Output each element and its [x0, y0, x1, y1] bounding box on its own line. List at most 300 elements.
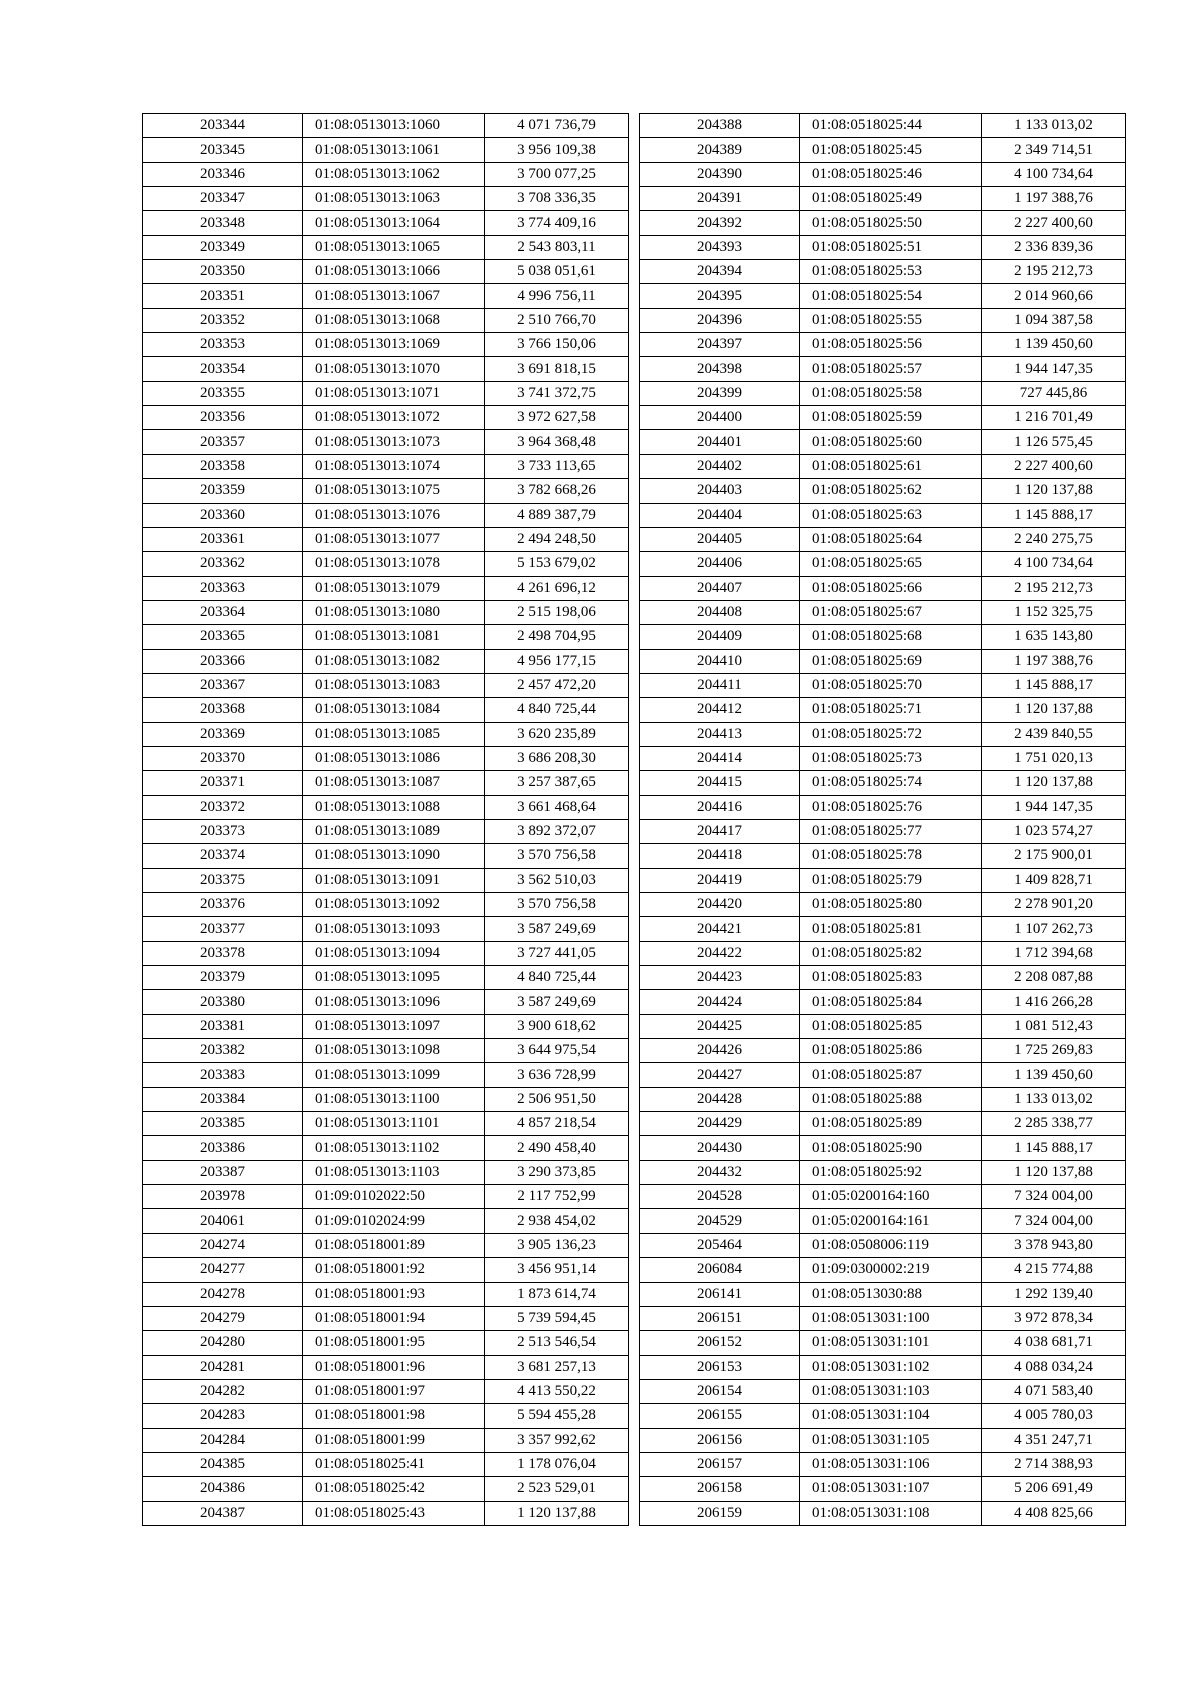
value-cell: 2 498 704,95: [485, 625, 629, 649]
table-row: [640, 1233, 1126, 1257]
cadastral-number-cell: 01:08:0518025:84: [800, 990, 982, 1014]
cadastral-number-cell: 01:08:0518001:98: [303, 1404, 485, 1428]
cadastral-number-cell: 01:08:0518025:54: [800, 284, 982, 308]
row-number-cell: 203363: [143, 576, 303, 600]
right-table-body: [640, 114, 1126, 1526]
cadastral-number-cell: 01:08:0513013:1096: [303, 990, 485, 1014]
value-cell: 4 351 247,71: [982, 1428, 1126, 1452]
row-number-cell: 203384: [143, 1087, 303, 1111]
cadastral-number-cell: 01:08:0513013:1084: [303, 698, 485, 722]
table-row: [640, 1258, 1126, 1282]
value-cell: 4 996 756,11: [485, 284, 629, 308]
value-cell: 1 023 574,27: [982, 819, 1126, 843]
cadastral-number-cell: 01:08:0518025:58: [800, 381, 982, 405]
cadastral-number-cell: 01:08:0518025:71: [800, 698, 982, 722]
value-cell: 3 774 409,16: [485, 211, 629, 235]
value-cell: 1 944 147,35: [982, 795, 1126, 819]
cadastral-number-cell: 01:05:0200164:161: [800, 1209, 982, 1233]
cadastral-number-cell: 01:09:0102022:50: [303, 1185, 485, 1209]
table-row: [143, 1282, 629, 1306]
left-table-body: [143, 114, 629, 1526]
row-number-cell: 203349: [143, 235, 303, 259]
cadastral-number-cell: 01:08:0513013:1088: [303, 795, 485, 819]
cadastral-number-cell: 01:08:0513031:107: [800, 1477, 982, 1501]
table-row: [143, 1209, 629, 1233]
table-row: [143, 917, 629, 941]
table-row: [143, 1355, 629, 1379]
row-number-cell: 203350: [143, 260, 303, 284]
cadastral-number-cell: 01:08:0513013:1098: [303, 1039, 485, 1063]
value-cell: 2 195 212,73: [982, 260, 1126, 284]
row-number-cell: 206158: [640, 1477, 800, 1501]
value-cell: 3 972 627,58: [485, 406, 629, 430]
row-number-cell: 204278: [143, 1282, 303, 1306]
value-cell: 2 208 087,88: [982, 966, 1126, 990]
table-row: [640, 187, 1126, 211]
table-row: [143, 235, 629, 259]
row-number-cell: 203376: [143, 893, 303, 917]
table-row: [640, 1039, 1126, 1063]
cadastral-number-cell: 01:08:0518025:50: [800, 211, 982, 235]
row-number-cell: 204403: [640, 479, 800, 503]
row-number-cell: 204401: [640, 430, 800, 454]
table-row: [640, 308, 1126, 332]
table-row: [143, 284, 629, 308]
cadastral-number-cell: 01:08:0513013:1103: [303, 1160, 485, 1184]
value-cell: 4 005 780,03: [982, 1404, 1126, 1428]
row-number-cell: 204399: [640, 381, 800, 405]
value-cell: 3 636 728,99: [485, 1063, 629, 1087]
cadastral-number-cell: 01:08:0513013:1092: [303, 893, 485, 917]
value-cell: 4 840 725,44: [485, 698, 629, 722]
row-number-cell: 204418: [640, 844, 800, 868]
table-row: [640, 1452, 1126, 1476]
cadastral-number-cell: 01:08:0518025:62: [800, 479, 982, 503]
row-number-cell: 203354: [143, 357, 303, 381]
value-cell: 3 681 257,13: [485, 1355, 629, 1379]
table-row: [640, 1160, 1126, 1184]
value-cell: 1 145 888,17: [982, 1136, 1126, 1160]
table-row: [640, 357, 1126, 381]
cadastral-number-cell: 01:08:0513013:1072: [303, 406, 485, 430]
value-cell: 4 857 218,54: [485, 1112, 629, 1136]
table-row: [640, 333, 1126, 357]
cadastral-number-cell: 01:08:0513013:1062: [303, 162, 485, 186]
cadastral-number-cell: 01:08:0513013:1073: [303, 430, 485, 454]
value-cell: 4 840 725,44: [485, 966, 629, 990]
table-row: [640, 1282, 1126, 1306]
row-number-cell: 203377: [143, 917, 303, 941]
table-row: [143, 1379, 629, 1403]
table-row: [143, 333, 629, 357]
row-number-cell: 204408: [640, 600, 800, 624]
table-row: [143, 649, 629, 673]
row-number-cell: 203367: [143, 673, 303, 697]
table-row: [143, 1306, 629, 1330]
table-row: [640, 576, 1126, 600]
row-number-cell: 204405: [640, 527, 800, 551]
row-number-cell: 204387: [143, 1501, 303, 1525]
table-row: [143, 1087, 629, 1111]
value-cell: 1 145 888,17: [982, 673, 1126, 697]
value-cell: 1 292 139,40: [982, 1282, 1126, 1306]
value-cell: 4 100 734,64: [982, 162, 1126, 186]
row-number-cell: 204412: [640, 698, 800, 722]
row-number-cell: 203344: [143, 114, 303, 138]
table-row: [143, 260, 629, 284]
cadastral-number-cell: 01:08:0518025:86: [800, 1039, 982, 1063]
value-cell: 3 900 618,62: [485, 1014, 629, 1038]
cadastral-number-cell: 01:08:0513013:1089: [303, 819, 485, 843]
cadastral-number-cell: 01:08:0513013:1063: [303, 187, 485, 211]
value-cell: 3 782 668,26: [485, 479, 629, 503]
table-row: [640, 211, 1126, 235]
table-row: [143, 138, 629, 162]
cadastral-number-cell: 01:08:0513013:1066: [303, 260, 485, 284]
table-row: [143, 1404, 629, 1428]
table-row: [640, 284, 1126, 308]
cadastral-number-cell: 01:08:0513031:104: [800, 1404, 982, 1428]
row-number-cell: 204391: [640, 187, 800, 211]
cadastral-number-cell: 01:08:0518025:90: [800, 1136, 982, 1160]
cadastral-number-cell: 01:08:0513031:105: [800, 1428, 982, 1452]
row-number-cell: 204411: [640, 673, 800, 697]
cadastral-number-cell: 01:08:0513013:1082: [303, 649, 485, 673]
row-number-cell: 206159: [640, 1501, 800, 1525]
register-tables: [142, 113, 1125, 1580]
row-number-cell: 206157: [640, 1452, 800, 1476]
table-row: [143, 966, 629, 990]
value-cell: 4 956 177,15: [485, 649, 629, 673]
value-cell: 3 972 878,34: [982, 1306, 1126, 1330]
cadastral-number-cell: 01:08:0518025:60: [800, 430, 982, 454]
row-number-cell: 203361: [143, 527, 303, 551]
value-cell: 1 081 512,43: [982, 1014, 1126, 1038]
cadastral-number-cell: 01:08:0513013:1078: [303, 552, 485, 576]
value-cell: 2 515 198,06: [485, 600, 629, 624]
row-number-cell: 204398: [640, 357, 800, 381]
table-row: [640, 1477, 1126, 1501]
cadastral-number-cell: 01:08:0518001:94: [303, 1306, 485, 1330]
value-cell: 1 635 143,80: [982, 625, 1126, 649]
cadastral-number-cell: 01:08:0518025:56: [800, 333, 982, 357]
value-cell: 1 094 387,58: [982, 308, 1126, 332]
table-row: [143, 576, 629, 600]
table-row: [143, 1160, 629, 1184]
row-number-cell: 206155: [640, 1404, 800, 1428]
row-number-cell: 203346: [143, 162, 303, 186]
value-cell: 4 100 734,64: [982, 552, 1126, 576]
table-row: [143, 430, 629, 454]
row-number-cell: 203355: [143, 381, 303, 405]
value-cell: 3 733 113,65: [485, 454, 629, 478]
cadastral-number-cell: 01:08:0518025:63: [800, 503, 982, 527]
cadastral-number-cell: 01:08:0513013:1097: [303, 1014, 485, 1038]
row-number-cell: 203348: [143, 211, 303, 235]
cadastral-number-cell: 01:08:0518025:51: [800, 235, 982, 259]
cadastral-number-cell: 01:08:0513013:1087: [303, 771, 485, 795]
row-number-cell: 204410: [640, 649, 800, 673]
value-cell: 4 408 825,66: [982, 1501, 1126, 1525]
table-row: [143, 1063, 629, 1087]
cadastral-number-cell: 01:08:0518025:64: [800, 527, 982, 551]
value-cell: 3 620 235,89: [485, 722, 629, 746]
row-number-cell: 204283: [143, 1404, 303, 1428]
cadastral-number-cell: 01:08:0513013:1099: [303, 1063, 485, 1087]
value-cell: 727 445,86: [982, 381, 1126, 405]
cadastral-number-cell: 01:08:0513013:1064: [303, 211, 485, 235]
cadastral-number-cell: 01:08:0513013:1067: [303, 284, 485, 308]
table-row: [143, 1014, 629, 1038]
row-number-cell: 204427: [640, 1063, 800, 1087]
table-row: [640, 990, 1126, 1014]
value-cell: 2 175 900,01: [982, 844, 1126, 868]
value-cell: 3 570 756,58: [485, 893, 629, 917]
table-row: [143, 795, 629, 819]
value-cell: 3 892 372,07: [485, 819, 629, 843]
row-number-cell: 204425: [640, 1014, 800, 1038]
table-row: [143, 941, 629, 965]
table-row: [640, 454, 1126, 478]
row-number-cell: 204432: [640, 1160, 800, 1184]
row-number-cell: 203362: [143, 552, 303, 576]
cadastral-number-cell: 01:08:0518025:79: [800, 868, 982, 892]
value-cell: 5 594 455,28: [485, 1404, 629, 1428]
row-number-cell: 203364: [143, 600, 303, 624]
cadastral-number-cell: 01:08:0518025:42: [303, 1477, 485, 1501]
table-row: [640, 406, 1126, 430]
value-cell: 3 741 372,75: [485, 381, 629, 405]
value-cell: 2 195 212,73: [982, 576, 1126, 600]
table-row: [640, 966, 1126, 990]
table-row: [143, 454, 629, 478]
table-row: [640, 649, 1126, 673]
table-row: [143, 187, 629, 211]
value-cell: 1 145 888,17: [982, 503, 1126, 527]
row-number-cell: 203978: [143, 1185, 303, 1209]
row-number-cell: 203371: [143, 771, 303, 795]
row-number-cell: 204414: [640, 746, 800, 770]
table-row: [143, 114, 629, 138]
row-number-cell: 206084: [640, 1258, 800, 1282]
table-row: [640, 625, 1126, 649]
table-row: [640, 235, 1126, 259]
table-row: [640, 1112, 1126, 1136]
value-cell: 1 120 137,88: [982, 1160, 1126, 1184]
cadastral-number-cell: 01:08:0513013:1093: [303, 917, 485, 941]
value-cell: 2 938 454,02: [485, 1209, 629, 1233]
row-number-cell: 203378: [143, 941, 303, 965]
table-row: [143, 503, 629, 527]
value-cell: 2 285 338,77: [982, 1112, 1126, 1136]
cadastral-number-cell: 01:08:0518025:61: [800, 454, 982, 478]
cadastral-number-cell: 01:08:0518025:43: [303, 1501, 485, 1525]
value-cell: 3 661 468,64: [485, 795, 629, 819]
table-row: [640, 381, 1126, 405]
cadastral-number-cell: 01:08:0518025:68: [800, 625, 982, 649]
row-number-cell: 204400: [640, 406, 800, 430]
table-row: [640, 893, 1126, 917]
value-cell: 1 873 614,74: [485, 1282, 629, 1306]
row-number-cell: 203360: [143, 503, 303, 527]
value-cell: 4 413 550,22: [485, 1379, 629, 1403]
cadastral-number-cell: 01:08:0518025:59: [800, 406, 982, 430]
table-row: [640, 1404, 1126, 1428]
cadastral-number-cell: 01:08:0518025:53: [800, 260, 982, 284]
row-number-cell: 204407: [640, 576, 800, 600]
value-cell: 2 014 960,66: [982, 284, 1126, 308]
table-row: [143, 722, 629, 746]
right-register-table: [639, 113, 1126, 1526]
table-row: [640, 1014, 1126, 1038]
value-cell: 2 506 951,50: [485, 1087, 629, 1111]
table-row: [640, 868, 1126, 892]
table-row: [640, 917, 1126, 941]
row-number-cell: 203374: [143, 844, 303, 868]
cadastral-number-cell: 01:08:0518001:92: [303, 1258, 485, 1282]
row-number-cell: 204430: [640, 1136, 800, 1160]
table-row: [143, 1185, 629, 1209]
cadastral-number-cell: 01:08:0513013:1081: [303, 625, 485, 649]
value-cell: 4 889 387,79: [485, 503, 629, 527]
cadastral-number-cell: 01:08:0518025:72: [800, 722, 982, 746]
cadastral-number-cell: 01:08:0513013:1095: [303, 966, 485, 990]
row-number-cell: 203345: [143, 138, 303, 162]
cadastral-number-cell: 01:08:0513031:108: [800, 1501, 982, 1525]
table-row: [143, 552, 629, 576]
table-row: [640, 1501, 1126, 1525]
row-number-cell: 203385: [143, 1112, 303, 1136]
table-row: [640, 1355, 1126, 1379]
table-row: [640, 1209, 1126, 1233]
value-cell: 4 088 034,24: [982, 1355, 1126, 1379]
table-row: [640, 1428, 1126, 1452]
cadastral-number-cell: 01:08:0513013:1083: [303, 673, 485, 697]
value-cell: 7 324 004,00: [982, 1209, 1126, 1233]
value-cell: 3 290 373,85: [485, 1160, 629, 1184]
value-cell: 5 153 679,02: [485, 552, 629, 576]
cadastral-number-cell: 01:08:0513031:102: [800, 1355, 982, 1379]
value-cell: 3 644 975,54: [485, 1039, 629, 1063]
value-cell: 2 457 472,20: [485, 673, 629, 697]
value-cell: 4 071 583,40: [982, 1379, 1126, 1403]
table-row: [143, 381, 629, 405]
value-cell: 1 178 076,04: [485, 1452, 629, 1476]
value-cell: 3 686 208,30: [485, 746, 629, 770]
cadastral-number-cell: 01:08:0518025:69: [800, 649, 982, 673]
table-row: [143, 746, 629, 770]
cadastral-number-cell: 01:08:0518001:96: [303, 1355, 485, 1379]
row-number-cell: 204274: [143, 1233, 303, 1257]
cadastral-number-cell: 01:08:0518025:89: [800, 1112, 982, 1136]
row-number-cell: 204280: [143, 1331, 303, 1355]
table-row: [640, 771, 1126, 795]
cadastral-number-cell: 01:08:0518025:82: [800, 941, 982, 965]
row-number-cell: 204282: [143, 1379, 303, 1403]
value-cell: 1 216 701,49: [982, 406, 1126, 430]
table-row: [640, 138, 1126, 162]
table-row: [640, 1379, 1126, 1403]
value-cell: 2 513 546,54: [485, 1331, 629, 1355]
cadastral-number-cell: 01:08:0513013:1102: [303, 1136, 485, 1160]
table-row: [143, 1039, 629, 1063]
row-number-cell: 204388: [640, 114, 800, 138]
cadastral-number-cell: 01:08:0518001:89: [303, 1233, 485, 1257]
value-cell: 2 240 275,75: [982, 527, 1126, 551]
table-row: [640, 746, 1126, 770]
cadastral-number-cell: 01:08:0518025:73: [800, 746, 982, 770]
left-register-table: [142, 113, 629, 1526]
value-cell: 4 038 681,71: [982, 1331, 1126, 1355]
row-number-cell: 204413: [640, 722, 800, 746]
table-row: [143, 1452, 629, 1476]
value-cell: 3 562 510,03: [485, 868, 629, 892]
row-number-cell: 203347: [143, 187, 303, 211]
row-number-cell: 204415: [640, 771, 800, 795]
table-row: [640, 114, 1126, 138]
value-cell: 1 197 388,76: [982, 187, 1126, 211]
row-number-cell: 206151: [640, 1306, 800, 1330]
cadastral-number-cell: 01:08:0513031:103: [800, 1379, 982, 1403]
table-row: [143, 1136, 629, 1160]
cadastral-number-cell: 01:08:0518025:85: [800, 1014, 982, 1038]
row-number-cell: 204394: [640, 260, 800, 284]
row-number-cell: 204061: [143, 1209, 303, 1233]
value-cell: 1 944 147,35: [982, 357, 1126, 381]
cadastral-number-cell: 01:08:0518025:49: [800, 187, 982, 211]
row-number-cell: 204390: [640, 162, 800, 186]
table-row: [143, 625, 629, 649]
cadastral-number-cell: 01:09:0300002:219: [800, 1258, 982, 1282]
row-number-cell: 206153: [640, 1355, 800, 1379]
table-row: [143, 527, 629, 551]
value-cell: 2 510 766,70: [485, 308, 629, 332]
value-cell: 7 324 004,00: [982, 1185, 1126, 1209]
cadastral-number-cell: 01:08:0508006:119: [800, 1233, 982, 1257]
table-row: [640, 479, 1126, 503]
value-cell: 1 139 450,60: [982, 1063, 1126, 1087]
value-cell: 2 714 388,93: [982, 1452, 1126, 1476]
row-number-cell: 204419: [640, 868, 800, 892]
cadastral-number-cell: 01:08:0518025:70: [800, 673, 982, 697]
table-row: [143, 1331, 629, 1355]
row-number-cell: 203381: [143, 1014, 303, 1038]
value-cell: 2 117 752,99: [485, 1185, 629, 1209]
table-row: [640, 527, 1126, 551]
cadastral-number-cell: 01:08:0513031:100: [800, 1306, 982, 1330]
value-cell: 1 152 325,75: [982, 600, 1126, 624]
value-cell: 2 349 714,51: [982, 138, 1126, 162]
cadastral-number-cell: 01:08:0518025:55: [800, 308, 982, 332]
value-cell: 1 725 269,83: [982, 1039, 1126, 1063]
row-number-cell: 204429: [640, 1112, 800, 1136]
row-number-cell: 204397: [640, 333, 800, 357]
table-row: [143, 990, 629, 1014]
cadastral-number-cell: 01:08:0518025:87: [800, 1063, 982, 1087]
cadastral-number-cell: 01:08:0518025:45: [800, 138, 982, 162]
row-number-cell: 206156: [640, 1428, 800, 1452]
row-number-cell: 203368: [143, 698, 303, 722]
row-number-cell: 203379: [143, 966, 303, 990]
table-row: [640, 941, 1126, 965]
table-row: [640, 430, 1126, 454]
cadastral-number-cell: 01:08:0518025:80: [800, 893, 982, 917]
table-row: [640, 1136, 1126, 1160]
row-number-cell: 203380: [143, 990, 303, 1014]
row-number-cell: 203353: [143, 333, 303, 357]
value-cell: 2 278 901,20: [982, 893, 1126, 917]
cadastral-number-cell: 01:08:0513013:1060: [303, 114, 485, 138]
